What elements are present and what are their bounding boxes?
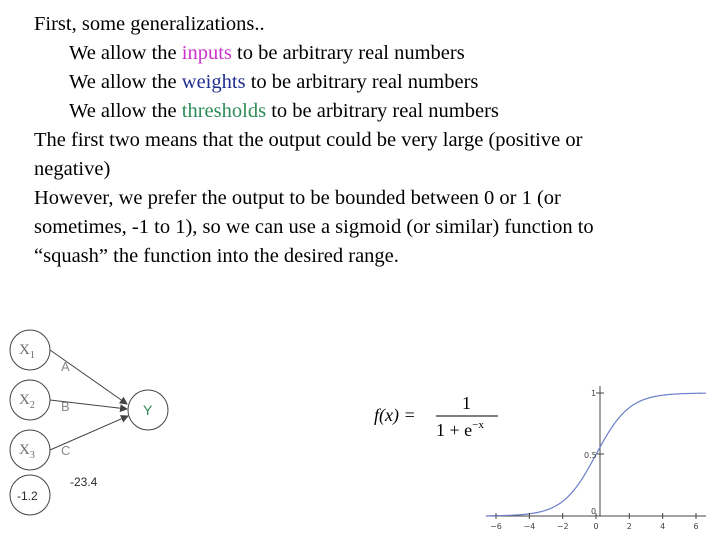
paragraph-1-line-1: The first two means that the output could be very large (positive or <box>34 129 583 151</box>
paragraph-2-line-2: sometimes, -1 to 1), so we can use a sigmoid (or similar) function to <box>34 216 594 238</box>
y-tick-label-1: 1 <box>591 389 597 398</box>
input-x2-label: $X_2$ <box>19 392 35 411</box>
input-x1-label: $X_1$ <box>19 342 35 361</box>
bullet-inputs <box>34 39 704 68</box>
bullet-suffix: to be arbitrary real numbers <box>266 100 499 122</box>
formula-numerator: 1 <box>462 393 471 413</box>
bullet-prefix: We allow the <box>69 42 182 64</box>
output-y-label: Y <box>143 402 153 418</box>
weight-b-label: B <box>61 399 70 414</box>
input-x3-label: $X_3$ <box>19 442 35 461</box>
bullet-weights <box>34 68 704 97</box>
paragraph-1-line-2: negative) <box>34 158 111 180</box>
sigmoid-plot <box>480 380 716 540</box>
formula-denominator: $1 + e^{-x}$ <box>436 419 484 440</box>
x-tick-label: 0 <box>593 522 599 531</box>
bullet-suffix: to be arbitrary real numbers <box>245 71 479 93</box>
bullet-prefix: We allow the <box>69 71 182 93</box>
bullet-suffix: to be arbitrary real numbers <box>231 42 465 64</box>
bias-value: -1.2 <box>17 489 38 503</box>
bullet-thresholds <box>34 97 704 126</box>
y-tick-label-0: 0 <box>591 507 597 516</box>
neural-network-diagram <box>0 320 220 540</box>
y-tick-label-05: 0.5 <box>584 451 597 460</box>
intro-line: First, some generalizations.. <box>34 13 265 35</box>
x-tick-label: 2 <box>626 522 632 531</box>
x-tick-label: −2 <box>556 522 569 531</box>
slide-body <box>34 10 704 271</box>
x-tick-label: 4 <box>660 522 666 531</box>
keyword-thresholds: thresholds <box>181 100 267 122</box>
keyword-weights: weights <box>181 71 246 93</box>
paragraph-2-line-3: “squash” the function into the desired range. <box>34 245 399 267</box>
x-tick-label: −4 <box>523 522 536 531</box>
threshold-value: -23.4 <box>70 475 98 489</box>
keyword-inputs: inputs <box>181 42 232 64</box>
bullet-prefix: We allow the <box>69 100 182 122</box>
x-tick-label: 6 <box>693 522 699 531</box>
weight-a-label: A <box>61 359 70 374</box>
formula-lhs: f(x) = <box>374 405 416 425</box>
weight-c-label: C <box>61 443 71 458</box>
x-tick-label: −6 <box>490 522 502 531</box>
paragraph-2-line-1: However, we prefer the output to be bounded between 0 or 1 (or <box>34 187 561 209</box>
